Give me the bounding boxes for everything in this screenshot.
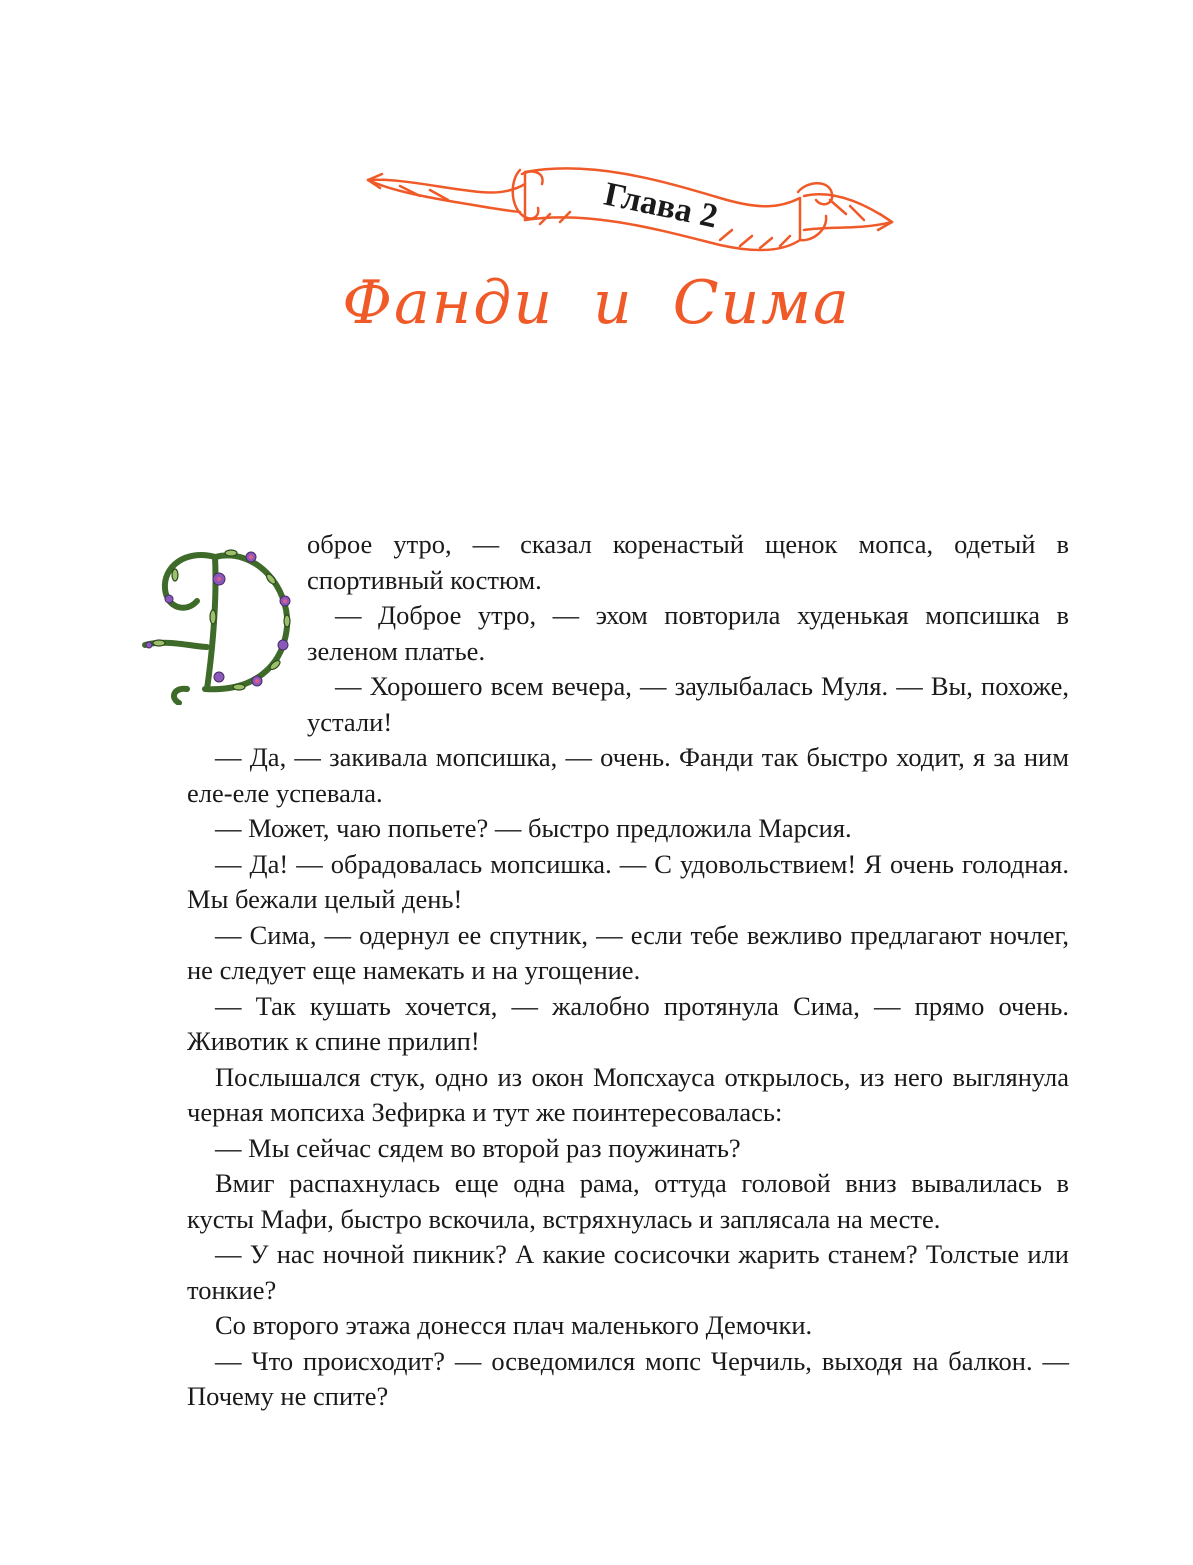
paragraph: Вмиг распахнулась еще одна рама, оттуда головой вниз вывалилась в кусты Мафи, быстро вскочила, встряхнулась и заплясала на месте. — [187, 1168, 1069, 1234]
paragraph: — У нас ночной пикник? А какие сосисочки жарить станем? Толстые или тонкие? — [187, 1239, 1069, 1305]
paragraph: — Так кушать хочется, — жалобно протянула Сима, — прямо очень. Животик к спине прилип! — [187, 990, 1069, 1056]
paragraph: — Сима, — одернул ее спутник, — если тебе вежливо предлагают ночлег, не следует еще намекать и на угощение. — [187, 919, 1069, 985]
paragraph: — Доброе утро, — эхом повторила худенькая мопсишка в зеленом платье. — [307, 600, 1069, 666]
paragraph: — Да! — обрадовалась мопсишка. — С удовольствием! Я очень голодная. Мы бежали целый день! — [187, 848, 1069, 914]
paragraph: Послышался стук, одно из окон Мопсхауса открылось, из него выглянула черная мопсиха Зефирка и тут же поинтересовалась: — [187, 1061, 1069, 1127]
paragraph: — Мы сейчас сядем во второй раз поужинать? — [215, 1132, 741, 1163]
chapter-banner — [360, 150, 900, 260]
decorated-drop-cap-d — [135, 527, 295, 705]
chapter-title: Фанди и Сима — [342, 268, 851, 338]
paragraph: — Что происходит? — осведомился мопс Черчиль, выходя на балкон. — Почему не спите? — [187, 1345, 1069, 1411]
paragraph: Со второго этажа донесся плач маленького Демочки. — [215, 1310, 813, 1340]
paragraph: оброе утро, — сказал коренастый щенок мопса, одетый в спортивный костюм. — [307, 529, 1069, 595]
chapter-number: Глава 2 — [600, 175, 721, 236]
chapter-body — [187, 527, 1069, 1415]
paragraph: — Может, чаю попьете? — быстро предложила Марсия. — [215, 813, 852, 843]
paragraph: — Да, — закивала мопсишка, — очень. Фанди так быстро ходит, я за ним еле-еле успевала. — [187, 742, 1069, 808]
paragraph: — Хорошего всем вечера, — заулыбалась Муля. — Вы, похоже, устали! — [307, 671, 1069, 737]
chapter-label-svg — [360, 150, 900, 260]
